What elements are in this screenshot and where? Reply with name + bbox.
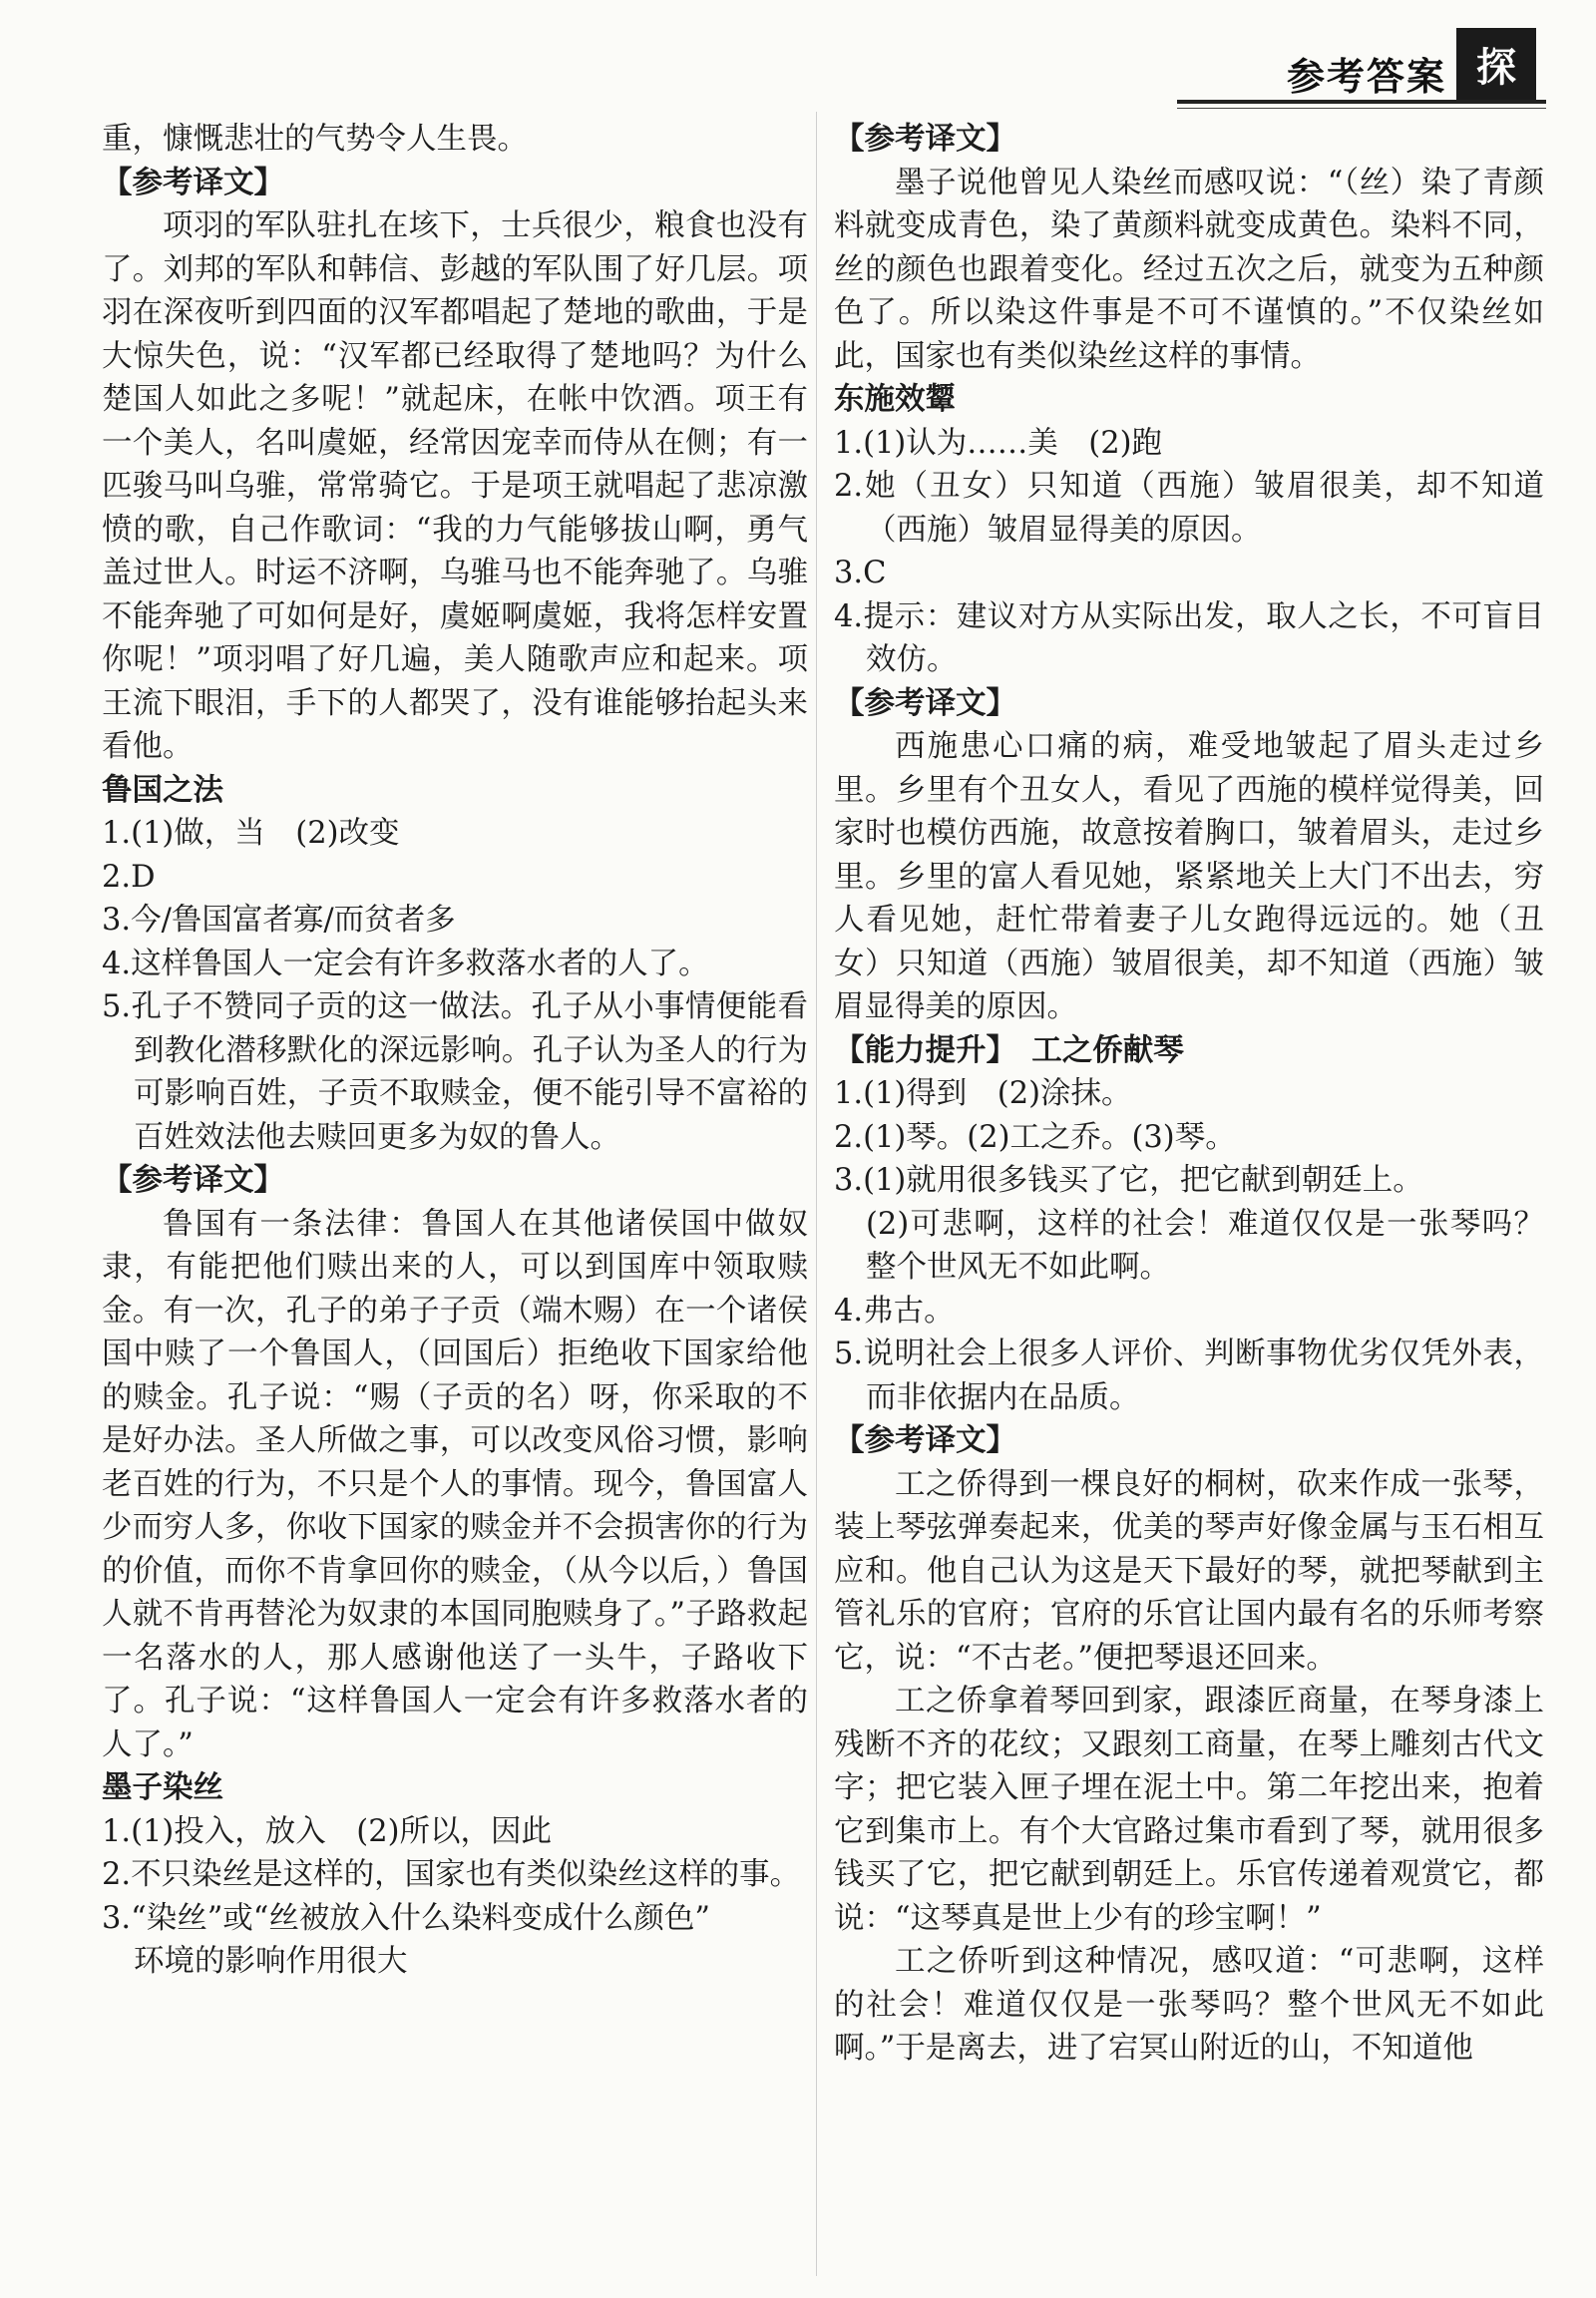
section-title: 东施效颦 — [834, 382, 956, 417]
answer-item: (2)可悲啊，这样的社会！难道仅仅是一张琴吗？整个世风无不如此啊。 — [866, 1206, 1544, 1285]
section-title: 鲁国之法 — [102, 772, 223, 808]
header-title: 参考答案 — [1286, 55, 1446, 99]
section-label: 【参考译文】 — [102, 165, 284, 200]
answer-item: 4.提示：建议对方从实际出发，取人之长，不可盲目效仿。 — [834, 598, 1544, 677]
answer-item: 4.弗古。 — [834, 1293, 955, 1329]
left-column — [102, 118, 808, 1984]
translation-paragraph: 项羽的军队驻扎在垓下，士兵很少，粮食也没有了。刘邦的军队和韩信、彭越的军队围了好几层。项羽在深夜听到四面的汉军都唱起了楚地的歌曲，于是大惊失色，说：“汉军都已经取得了楚地吗？为什么楚国人如此之多呢！”就起床，在帐中饮酒。项王有一个美人，名叫虞姬，经常因宠幸而侍从在侧；有一匹骏马叫乌骓，常常骑它。于是项王就唱起了悲凉激愤的歌，自己作歌词：“我的力气能够拔山啊，勇气盖过世人。时运不济啊，乌骓马也不能奔驰了。乌骓不能奔驰了可如何是好，虞姬啊虞姬，我将怎样安置你呢！”项羽唱了好几遍，美人随歌声应和起来。项王流下眼泪，手下的人都哭了，没有谁能够抬起头来看他。 — [102, 208, 808, 764]
answer-item: 1.(1)投入，放入 (2)所以，因此 — [102, 1813, 553, 1849]
section-title: 墨子染丝 — [102, 1770, 223, 1805]
section-label: 【参考译文】 — [834, 685, 1016, 721]
translation-paragraph: 工之侨听到这种情况，感叹道：“可悲啊，这样的社会！难道仅仅是一张琴吗？整个世风无不如此啊。”于是离去，进了宕冥山附近的山，不知道他 — [834, 1944, 1544, 2066]
translation-paragraph: 工之侨得到一棵良好的桐树，砍来作成一张琴，装上琴弦弹奏起来，优美的琴声好像金属与玉石相互应和。他自己认为这是天下最好的琴，就把琴献到主管礼乐的官府；官府的乐官让国内最有名的乐师考察它，说：“不古老。”便把琴退还回来。 — [834, 1466, 1544, 1676]
page-header — [1177, 28, 1546, 106]
header-rule-thin — [1177, 108, 1546, 109]
answer-item: 5.说明社会上很多人评价、判断事物优劣仅凭外表，而非依据内在品质。 — [834, 1337, 1544, 1415]
header-rule — [1177, 100, 1546, 104]
right-column — [834, 118, 1544, 2071]
paragraph: 重，慷慨悲壮的气势令人生畏。 — [102, 122, 528, 157]
answer-item: 1.(1)做，当 (2)改变 — [102, 816, 400, 851]
answer-item: 3.(1)就用很多钱买了它，把它献到朝廷上。 — [834, 1163, 1423, 1198]
translation-paragraph: 墨子说他曾见人染丝而感叹说：“（丝）染了青颜料就变成青色，染了黄颜料就变成黄色。染料不同，丝的颜色也跟着变化。经过五次之后，就变为五种颜色了。所以染这件事是不可不谨慎的。”不仅染丝如此，国家也有类似染丝这样的事情。 — [834, 165, 1544, 374]
section-label: 【参考译文】 — [102, 1163, 284, 1198]
answer-item: 2.D — [102, 859, 156, 895]
answer-item: 2.她（丑女）只知道（西施）皱眉很美，却不知道（西施）皱眉显得美的原因。 — [834, 469, 1544, 548]
translation-paragraph: 鲁国有一条法律：鲁国人在其他诸侯国中做奴隶，有能把他们赎出来的人，可以到国库中领取赎金。有一次，孔子的弟子子贡（端木赐）在一个诸侯国中赎了一个鲁国人，（回国后）拒绝收下国家给他的赎金。孔子说：“赐（子贡的名）呀，你采取的不是好办法。圣人所做之事，可以改变风俗习惯，影响老百姓的行为，不只是个人的事情。现今，鲁国富人少而穷人多，你收下国家的赎金并不会损害你的行为的价值，而你不肯拿回你的赎金，（从今以后，）鲁国人就不肯再替沦为奴隶的本国同胞赎身了。”子路救起一名落水的人，那人感谢他送了一头牛，子路收下了。孔子说：“这样鲁国人一定会有许多救落水者的人了。” — [102, 1206, 808, 1762]
section-label: 【参考译文】 — [834, 1423, 1016, 1458]
answer-item: 1.(1)认为……美 (2)跑 — [834, 425, 1163, 461]
header-logo-badge: 探 — [1456, 28, 1536, 100]
section-label: 【能力提升】 工之侨献琴 — [834, 1032, 1184, 1068]
answer-item: 4.这样鲁国人一定会有许多救落水者的人了。 — [102, 946, 709, 981]
answer-item: 环境的影响作用很大 — [134, 1944, 408, 1979]
answer-item: 3.“染丝”或“丝被放入什么染料变成什么颜色” — [102, 1900, 710, 1936]
answer-item: 5.孔子不赞同子贡的这一做法。孔子从小事情便能看到教化潜移默化的深远影响。孔子认为圣人的行为可影响百姓，子贡不取赎金，便不能引导不富裕的百姓效法他去赎回更多为奴的鲁人。 — [102, 989, 808, 1155]
answer-item: 2.不只染丝是这样的，国家也有类似染丝这样的事。 — [102, 1857, 801, 1892]
translation-paragraph: 西施患心口痛的病，难受地皱起了眉头走过乡里。乡里有个丑女人，看见了西施的模样觉得美，回家时也模仿西施，故意按着胸口，皱着眉头，走过乡里。乡里的富人看见她，紧紧地关上大门不出去，穷人看见她，赶忙带着妻子儿女跑得远远的。她（丑女）只知道（西施）皱眉很美，却不知道（西施）皱眉显得美的原因。 — [834, 729, 1544, 1024]
answer-item: 3.今/鲁国富者寡/而贫者多 — [102, 903, 456, 938]
column-divider — [816, 112, 817, 2276]
section-label: 【参考译文】 — [834, 122, 1016, 157]
answer-item: 3.C — [834, 556, 887, 590]
answer-item: 2.(1)琴。(2)工之乔。(3)琴。 — [834, 1119, 1236, 1155]
answer-item: 1.(1)得到 (2)涂抹。 — [834, 1076, 1132, 1111]
translation-paragraph: 工之侨拿着琴回到家，跟漆匠商量，在琴身漆上残断不齐的花纹；又跟刻工商量，在琴上雕刻古代文字；把它装入匣子埋在泥土中。第二年挖出来，抱着它到集市上。有个大官路过集市看到了琴，就用很多钱买了它，把它献到朝廷上。乐官传递着观赏它，都说：“这琴真是世上少有的珍宝啊！” — [834, 1684, 1544, 1936]
